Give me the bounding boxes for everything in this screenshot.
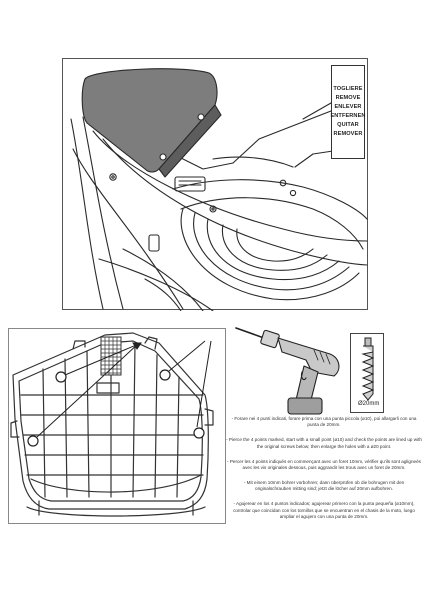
remove-label-fr: ENLEVER	[334, 104, 362, 110]
scooter-seat-drawing	[63, 59, 369, 311]
remove-label-de: ENTFERNEN	[330, 113, 366, 119]
remove-label-it: TOGLIERE	[333, 86, 363, 92]
instruction-it: - Forare nei 4 punti indicati, forare prima con una punta piccola (ø10), poi allargarli con una punta de 20mm.	[231, 416, 417, 428]
drill-bit-size-label: Ø20mm	[358, 401, 380, 407]
instruction-de: - Mit einem 10mm bohrer vorbohren; dann überprüfen ob die bohrugen mit den originalschrauben mitting sind; jetzt die löcher auf 20mm aufbohren.	[243, 479, 405, 492]
remove-label-pt: REMOVER	[333, 131, 363, 137]
drill-point-4	[194, 428, 204, 438]
mounting-plate-illustration-panel	[8, 328, 226, 524]
mounting-plate-drawing	[9, 329, 227, 525]
remove-label-box	[331, 65, 365, 159]
instruction-es: - Agujerear en los 4 puntos indicados; agujerear primero con la punta pequeña (ø10mm), controlar que coincidan con los tornillos que se encuentran en el chasis de la moto, luego ampliar el agujero con una punta de 20mm.	[233, 501, 415, 520]
remove-label-en: REMOVE	[335, 95, 361, 101]
drill-point-3	[28, 436, 38, 446]
instruction-en: - Pierce the 4 points marked, start with a small point (ø10) and check the points are lined up with the original screws below; then enlarge the holes with a ø20 point.	[226, 437, 422, 449]
instruction-fr: - Percer les 4 points indiqués en commençant avec un foret 10mm, vérifier qu'ils sont agligneés avec les vis originales dessous, puis aggrandir les trous avec un foret de 20mm.	[227, 458, 421, 471]
scooter-seat-illustration-panel	[62, 58, 368, 310]
drill-point-1	[56, 372, 66, 382]
remove-label-es: QUITAR	[337, 122, 359, 128]
instructions-block	[226, 416, 422, 529]
drill-point-2	[160, 370, 170, 380]
